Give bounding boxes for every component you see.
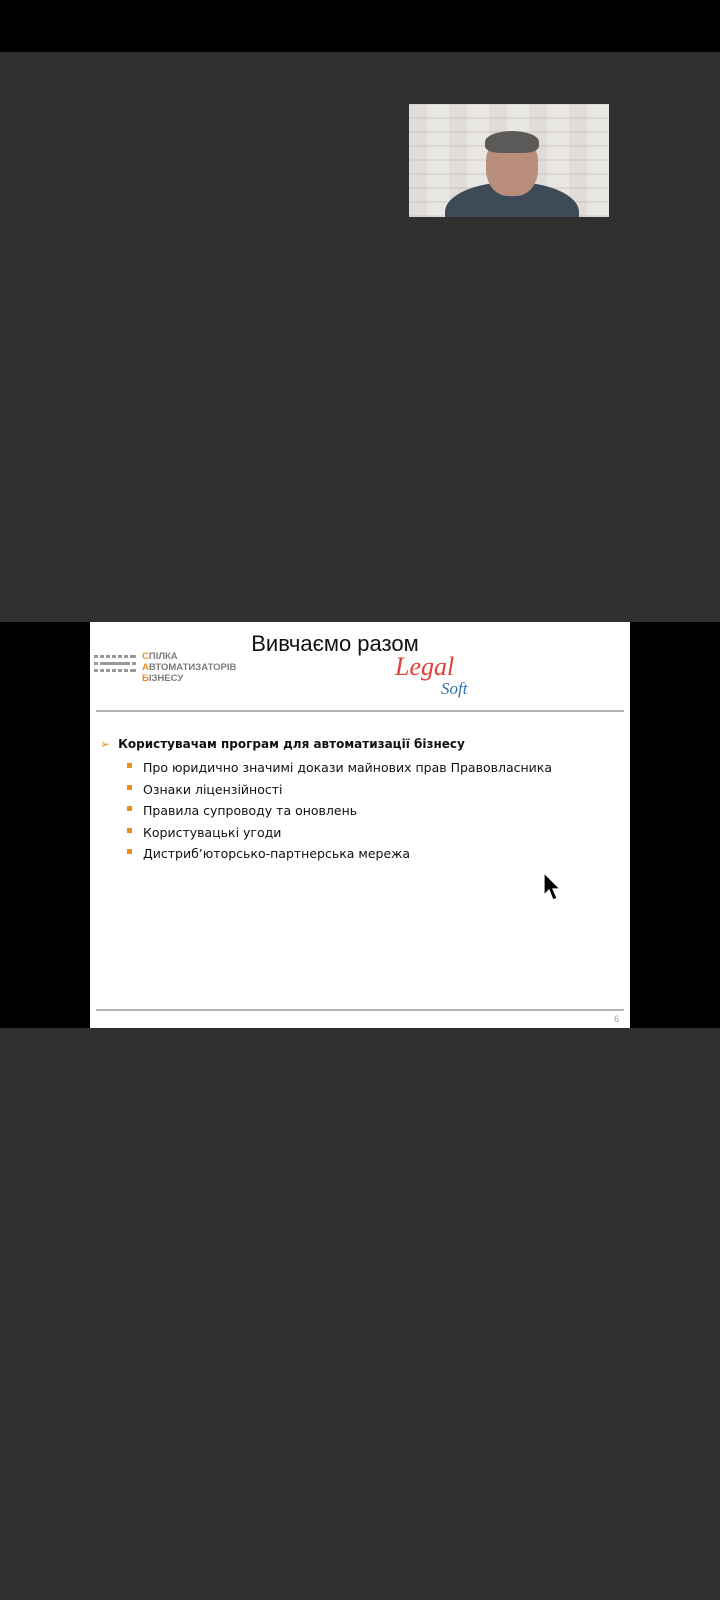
main-bullet: ➢ Користувачам програм для автоматизації бізнесу [100, 737, 465, 751]
legalsoft-logo [395, 652, 485, 704]
list-item: Правила супроводу та оновлень [127, 803, 552, 825]
list-item: Ознаки ліцензійності [127, 782, 552, 804]
list-item: Дистриб’юторсько-партнерська мережа [127, 846, 552, 868]
keyboard-dots-icon [94, 655, 136, 675]
participant-video-tile[interactable] [409, 104, 609, 217]
slide-page-number: 6 [613, 1014, 619, 1024]
speaker-hair [485, 131, 539, 153]
presentation-slide [90, 622, 630, 1028]
square-bullet-icon [127, 828, 132, 833]
list-item: Користувацькі угоди [127, 825, 552, 847]
logo-legal-text: Legal [395, 652, 455, 681]
top-black-bar [0, 0, 720, 52]
square-bullet-icon [127, 763, 132, 768]
arrow-bullet-icon: ➢ [100, 737, 111, 751]
slide-divider-bottom [96, 1009, 624, 1011]
list-item: Про юридично значимі докази майнових прав Правовласника [127, 760, 552, 782]
org-logo-text: СПІЛКА АВТОМАТИЗАТОРІВ БІЗНЕСУ [142, 651, 237, 684]
square-bullet-icon [127, 849, 132, 854]
logo-soft-text: Soft [441, 679, 468, 698]
slide-title: Вивчаємо разом [251, 631, 419, 656]
sub-bullet-list [127, 760, 552, 868]
org-logo [94, 649, 244, 689]
mouse-pointer-icon [543, 872, 563, 902]
slide-divider-top [96, 710, 624, 712]
square-bullet-icon [127, 806, 132, 811]
square-bullet-icon [127, 785, 132, 790]
